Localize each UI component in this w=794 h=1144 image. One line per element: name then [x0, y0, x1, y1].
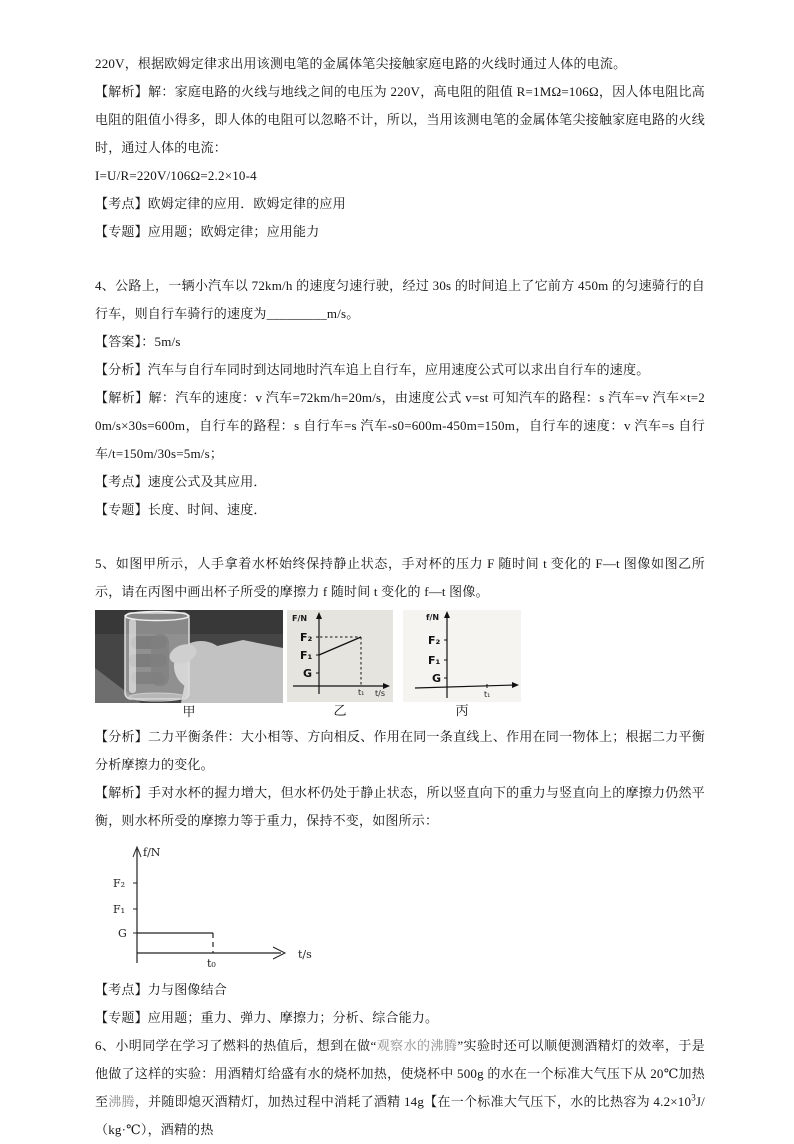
yi-tick-g: G [303, 667, 313, 680]
q6-highlight-boiling-experiment: 观察水的沸腾 [376, 1038, 458, 1053]
yi-tick-f1: F₁ [300, 649, 313, 662]
q3-solution: 【解析】解：家庭电路的火线与地线之间的电压为 220V，高电阻的阻值 R=1MΩ=106Ω，因人体电阻比高电阻的阻值小得多，即人体的电阻可以忽略不计，所以，当用该测电笔的金属体笔尖接触家庭电路的火线时，通过人体的电流： [95, 84, 705, 155]
figure-label-bing: 丙 [455, 703, 469, 718]
figure-yi [287, 610, 393, 720]
q5-answer-graph-block [95, 841, 705, 974]
figure-label-yi: 乙 [333, 703, 347, 718]
graph-F-t [287, 610, 393, 702]
q4-kaodian: 【考点】速度公式及其应用． [95, 474, 267, 489]
q3-kaodian: 【考点】欧姆定律的应用．欧姆定律的应用 [95, 196, 346, 211]
q6-text-2: ”实验时还可以顺便测酒精灯的效率，于是他做了这样的实验：用酒精灯给盛有水的烧杯加热，使烧杯中 500g 的水在一个标准大气压下从 20℃加热至 [95, 1038, 706, 1109]
q3-formula: I=U/R=220V/106Ω=2.2×10-4 [95, 168, 257, 183]
yi-tick-f2: F₂ [300, 631, 313, 644]
document-page [95, 50, 705, 1144]
yi-x-tick-t1: t₁ [358, 688, 365, 697]
graph-f-t-blank [403, 610, 521, 702]
figure-label-jia: 甲 [182, 704, 196, 719]
answer-x-axis-label: t/s [298, 948, 312, 961]
q5-analysis: 【分析】二力平衡条件：大小相等、方向相反、作用在同一条直线上、作用在同一物体上；根据二力平衡分析摩擦力的变化。 [95, 729, 705, 772]
answer-tick-f2: F₂ [113, 877, 126, 890]
q5-solution: 【解析】手对水杯的握力增大，但水杯仍处于静止状态，所以竖直向下的重力与竖直向上的摩擦力仍然平衡，则水杯所受的摩擦力等于重力，保持不变，如图所示： [95, 785, 705, 828]
q4-solution: 【解析】解：汽车的速度：v 汽车=72km/h=20m/s，由速度公式 v=st 可知汽车的路程：s 汽车=v 汽车×t=20m/s×30s=600m，自行车的路程：s 自行车=s 汽车-s0=600m-450m=150m，自行车的速度：v 汽车=s 自行车/t=150m/30s=5m/s； [95, 390, 705, 461]
answer-y-axis-label: f/N [143, 846, 161, 859]
q6-highlight-boiling: 沸腾 [108, 1094, 135, 1109]
bing-tick-g: G [432, 672, 442, 685]
bing-tick-f2: F₂ [428, 634, 441, 647]
q3-zhuanti: 【专题】应用题；欧姆定律；应用能力 [95, 224, 320, 239]
figure-bing [403, 610, 521, 720]
q5-zhuanti: 【专题】应用题；重力、弹力、摩擦力；分析、综合能力。 [95, 1010, 439, 1025]
answer-graph-f-t [95, 841, 345, 969]
bing-tick-f1: F₁ [428, 654, 441, 667]
q6-stem [95, 1032, 705, 1144]
photo-hand-holding-cup [95, 610, 283, 703]
figure-jia [95, 610, 283, 721]
q4-stem: 4、公路上，一辆小汽车以 72km/h 的速度匀速行驶，经过 30s 的时间追上了它前方 450m 的匀速骑行的自行车，则自行车骑行的速度为_________m/s。 [95, 278, 705, 321]
q5-figure [95, 610, 705, 721]
q6-exponent: 3 [691, 1092, 696, 1103]
q5-kaodian: 【考点】力与图像结合 [95, 982, 228, 997]
q4-zhuanti: 【专题】长度、时间、速度． [95, 502, 267, 517]
bing-y-axis-label: f/N [426, 613, 440, 622]
yi-y-axis-label: F/N [292, 614, 308, 623]
q5-stem: 5、如图甲所示，人手拿着水杯始终保持静止状态，手对杯的压力 F 随时间 t 变化的 F—t 图像如图乙所示，请在丙图中画出杯子所受的摩擦力 f 随时间 t 变化的 f—t 图像。 [95, 556, 705, 599]
q4-answer: 【答案】：5m/s [95, 334, 181, 349]
q6-text-3: ，并随即熄灭酒精灯，加热过程中消耗了酒精 14g【在一个标准大气压下，水的比热容为 4.2×10 [134, 1094, 692, 1109]
section-gap [95, 246, 705, 272]
section-gap [95, 524, 705, 550]
q4-analysis: 【分析】汽车与自行车同时到达同地时汽车追上自行车，应用速度公式可以求出自行车的速度。 [95, 362, 650, 377]
yi-x-axis-label: t/s [375, 689, 385, 698]
q3-stem-tail: 220V，根据欧姆定律求出用该测电笔的金属体笔尖接触家庭电路的火线时通过人体的电流。 [95, 56, 627, 71]
answer-tick-g: G [118, 927, 127, 940]
bing-x-tick-t1: t₁ [484, 690, 491, 699]
answer-x-tick-t0: t₀ [207, 957, 216, 969]
answer-tick-f1: F₁ [113, 903, 126, 916]
q6-text-1: 6、小明同学在学习了燃料的热值后，想到在做“ [95, 1038, 377, 1053]
q6-text-4: J/（kg·℃），酒精的热 [95, 1094, 705, 1137]
